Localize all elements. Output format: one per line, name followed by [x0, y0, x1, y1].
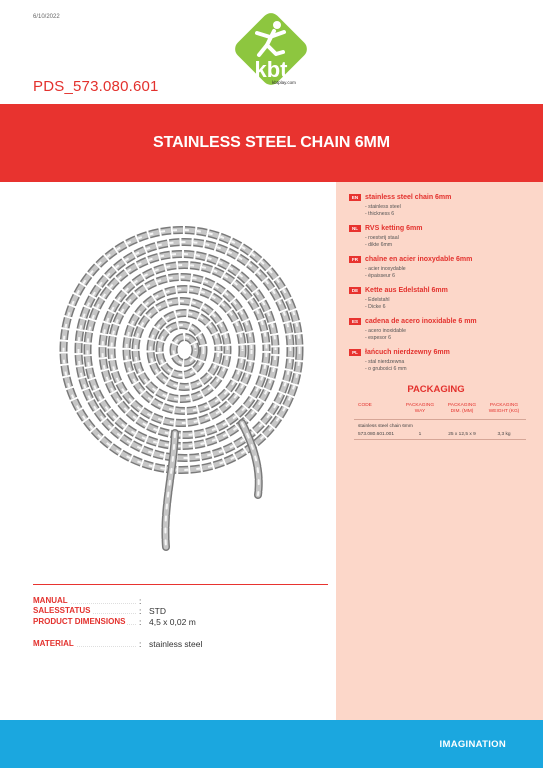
detail-value: 4,5 x 0,02 m [149, 617, 196, 627]
detail-row-dimensions [33, 617, 313, 627]
column-header-weight [482, 403, 526, 415]
lang-entry-fr [349, 255, 534, 281]
lang-bullet: - épaisseur 6 [365, 273, 395, 279]
lang-bullet: - espesor 6 [365, 335, 391, 341]
row-weight: 3,3 kg [497, 432, 511, 437]
packaging-heading: PACKAGING [407, 384, 465, 395]
title-band [0, 104, 543, 182]
chain-product-image [55, 195, 305, 555]
header-line: PACKAGING [405, 403, 435, 408]
row-dim: 25 x 12,5 x 9 [448, 432, 476, 437]
lang-bullet: - Dicke 6 [365, 304, 386, 310]
header-line: CODE [358, 403, 372, 408]
document-date: 6/10/2022 [33, 14, 60, 20]
logo-url: kbtplay.com [272, 80, 296, 85]
packaging-table [352, 403, 528, 443]
pds-code: PDS_573.080.601 [33, 78, 159, 95]
column-header-way [400, 403, 440, 415]
detail-separator: : [139, 606, 142, 616]
lang-bullet: - acero inoxidable [365, 328, 406, 334]
lang-entry-nl [349, 224, 534, 250]
lang-entry-en [349, 193, 534, 219]
detail-row-manual [33, 596, 313, 606]
kbt-logo [226, 6, 316, 98]
lang-title: chaîne en acier inoxydable 6mm [365, 256, 473, 263]
lang-title: stainless steel chain 6mm [365, 194, 452, 201]
header-line: WEIGHT (KG) [488, 409, 520, 414]
table-divider [354, 439, 526, 440]
lang-bullet: - thickness 6 [365, 211, 395, 217]
lang-bullet: - o grubości 6 mm [365, 366, 407, 372]
detail-row-salesstatus [33, 606, 313, 616]
lang-badge: DE [349, 287, 361, 294]
lang-title: łańcuch nierdzewny 6mm [365, 349, 450, 356]
lang-badge: PL [349, 349, 361, 356]
header-line: DIM. (MM) [450, 409, 474, 414]
footer-band [0, 720, 543, 768]
lang-bullet: - stainless steel [365, 204, 401, 210]
logo-wordmark: kbt [254, 57, 288, 82]
lang-bullet: - acier inoxydable [365, 266, 406, 272]
header-line: WAY [414, 409, 426, 414]
lang-badge: FR [349, 256, 361, 263]
lang-badge: EN [349, 194, 361, 201]
footer-tagline: IMAGINATION [439, 739, 506, 750]
detail-label: PRODUCT DIMENSIONS [33, 617, 126, 626]
lang-title: Kette aus Edelstahl 6mm [365, 287, 448, 294]
lang-entry-de [349, 286, 534, 312]
row-code: 573.080.601.001 [358, 432, 395, 437]
detail-value: stainless steel [149, 639, 203, 649]
column-header-dim [440, 403, 484, 415]
lang-bullet: - roestvrij staal [365, 235, 399, 241]
table-divider [354, 419, 526, 420]
lang-badge: ES [349, 318, 361, 325]
lang-entry-es [349, 317, 534, 343]
lang-title: RVS ketting 6mm [365, 225, 423, 232]
section-divider [33, 584, 328, 585]
product-title: STAINLESS STEEL CHAIN 6MM [153, 134, 390, 151]
detail-separator: : [139, 617, 142, 627]
detail-label: SALESSTATUS [33, 606, 91, 615]
detail-value: STD [149, 606, 166, 616]
lang-bullet: - dikte 6mm [365, 242, 393, 248]
lang-badge: NL [349, 225, 361, 232]
header-line: PACKAGING [447, 403, 477, 408]
header-line: PACKAGING [489, 403, 519, 408]
lang-bullet: - Edelstahl [365, 297, 390, 303]
row-way: 1 [418, 432, 422, 437]
lang-entry-pl [349, 348, 534, 374]
detail-row-material [33, 639, 313, 649]
row-product-name: stainless steel chain 6mm [358, 424, 413, 429]
lang-title: cadena de acero inoxidable 6 mm [365, 318, 477, 325]
lang-bullet: - stal nierdzewna [365, 359, 405, 365]
detail-label: MANUAL [33, 596, 68, 605]
detail-label: MATERIAL [33, 639, 74, 648]
detail-separator: : [139, 596, 142, 606]
detail-separator: : [139, 639, 142, 649]
